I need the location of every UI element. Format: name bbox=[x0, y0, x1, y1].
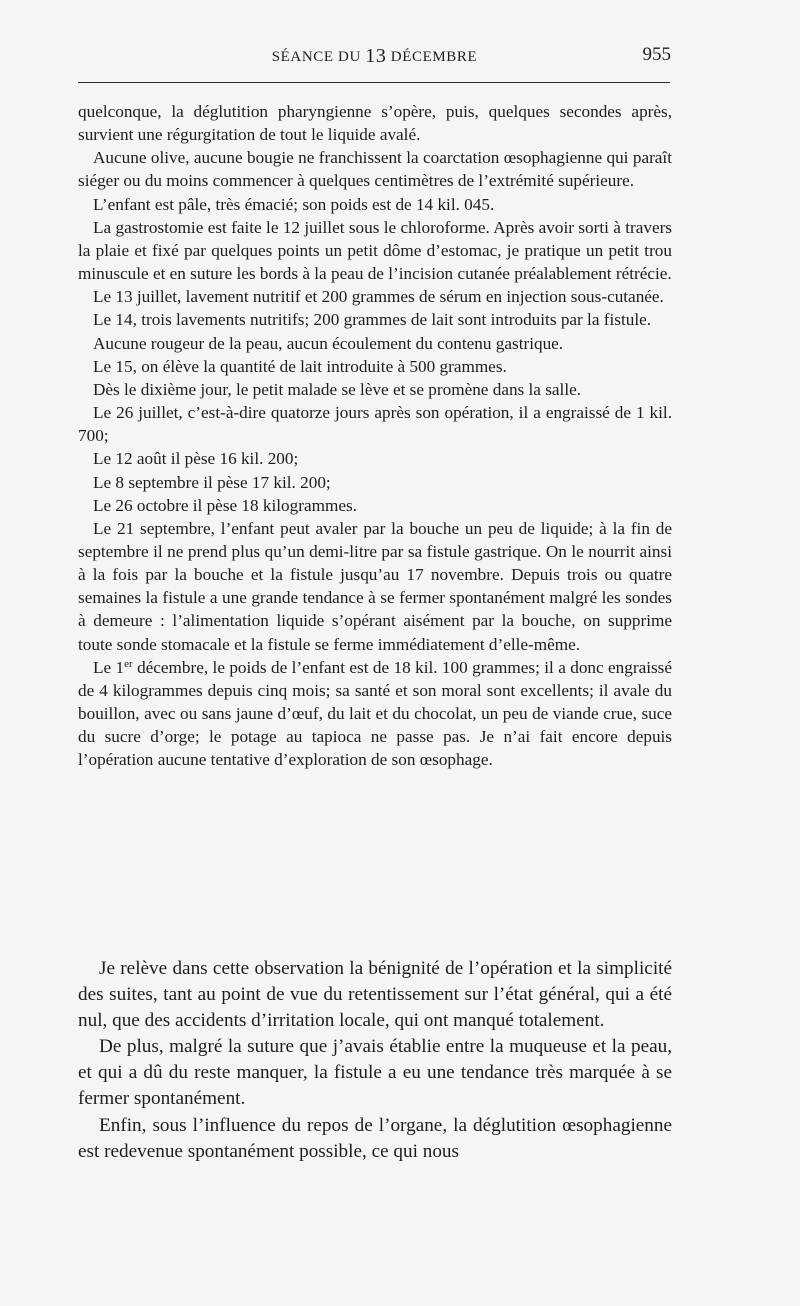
paragraph bbox=[78, 656, 672, 772]
paragraph: Je relève dans cette observation la bénignité de l’opération et la simplicité des suites, tant au point de vue du retentissement sur l’état général, qui a été nul, que des accidents d’irritation locale, qui ont manqué totalement. bbox=[78, 958, 672, 1032]
paragraph: Le 15, on élève la quantité de lait introduite à 500 grammes. bbox=[93, 356, 507, 376]
paragraph: De plus, malgré la suture que j’avais établie entre la muqueuse et la peau, et qui a dû du reste manquer, la fistule a eu une tendance très marquée à se fermer spontanément. bbox=[78, 1036, 672, 1110]
page-number: 955 bbox=[642, 44, 671, 65]
paragraph-text: Le 1 bbox=[93, 657, 125, 677]
paragraph: quelconque, la déglutition pharyngienne s’opère, puis, quelques secondes après, survient une régurgitation de tout le liquide avalé. bbox=[78, 102, 672, 145]
paragraph: Le 14, trois lavements nutritifs; 200 grammes de lait sont introduits par la fistule. bbox=[93, 310, 652, 330]
paragraph: L’enfant est pâle, très émacié; son poids est de 14 kil. 045. bbox=[93, 194, 495, 214]
running-title-date: 13 bbox=[365, 45, 387, 67]
running-title-pre: SÉANCE DU bbox=[271, 49, 366, 65]
running-header bbox=[78, 44, 671, 68]
paragraph: Le 26 octobre il pèse 18 kilogrammes. bbox=[93, 495, 357, 515]
commentary bbox=[78, 956, 672, 1165]
running-title-post: DÉCEMBRE bbox=[386, 49, 478, 65]
superscript: er bbox=[124, 657, 133, 670]
paragraph: La gastrostomie est faite le 12 juillet sous le chloroforme. Après avoir sorti à travers la plaie et fixé par quelques points un petit dôme d’estomac, je pratique un petit trou minuscule et en suture les bords à la peau de l’incision cutanée préalablement rétrécie. bbox=[78, 217, 672, 284]
paragraph: Le 8 septembre il pèse 17 kil. 200; bbox=[93, 472, 331, 492]
paragraph-text: décembre, le poids de l’enfant est de 18 kil. 100 grammes; il a donc engraissé de 4 kilogrammes depuis cinq mois; sa santé et son moral sont excellents; il avale du bouillon, avec ou sans jaune d’œuf, du lait et du chocolat, un peu de viande crue, suce du sucre d’orge; le potage au tapioca ne passe pas. Je n’ai fait encore depuis l’opération aucune tentative d’exploration de son œsophage. bbox=[78, 657, 672, 770]
running-title bbox=[78, 44, 671, 67]
paragraph: Le 12 août il pèse 16 kil. 200; bbox=[93, 449, 299, 469]
paragraph: Le 21 septembre, l’enfant peut avaler par la bouche un peu de liquide; à la fin de septembre il ne prend plus qu’un demi-litre par sa fistule gastrique. On le nourrit ainsi à la fois par la bouche et la fistule jusqu’au 17 novembre. Depuis trois ou quatre semaines la fistule a une grande tendance à se fermer spontanément malgré les sondes à demeure : l’alimentation liquide s’opérant aisément par la bouche, on supprime toute sonde stomacale et la fistule se ferme immédiatement d’elle-même. bbox=[78, 518, 672, 654]
paragraph: Le 13 juillet, lavement nutritif et 200 grammes de sérum en injection sous-cutanée. bbox=[93, 287, 664, 307]
case-observation bbox=[78, 100, 672, 772]
paragraph: Le 26 juillet, c’est-à-dire quatorze jours après son opération, il a engraissé de 1 kil. 700; bbox=[78, 403, 672, 446]
paragraph: Aucune rougeur de la peau, aucun écoulement du contenu gastrique. bbox=[93, 333, 564, 353]
paragraph: Dès le dixième jour, le petit malade se lève et se promène dans la salle. bbox=[93, 379, 582, 399]
header-rule bbox=[78, 82, 670, 83]
paragraph: Enfin, sous l’influence du repos de l’organe, la déglutition œsophagienne est redevenue spontanément possible, ce qui nous bbox=[78, 1114, 672, 1162]
paragraph: Aucune olive, aucune bougie ne franchissent la coarctation œsophagienne qui paraît siéger ou du moins commencer à quelques centimètres de l’extrémité supérieure. bbox=[78, 148, 672, 191]
